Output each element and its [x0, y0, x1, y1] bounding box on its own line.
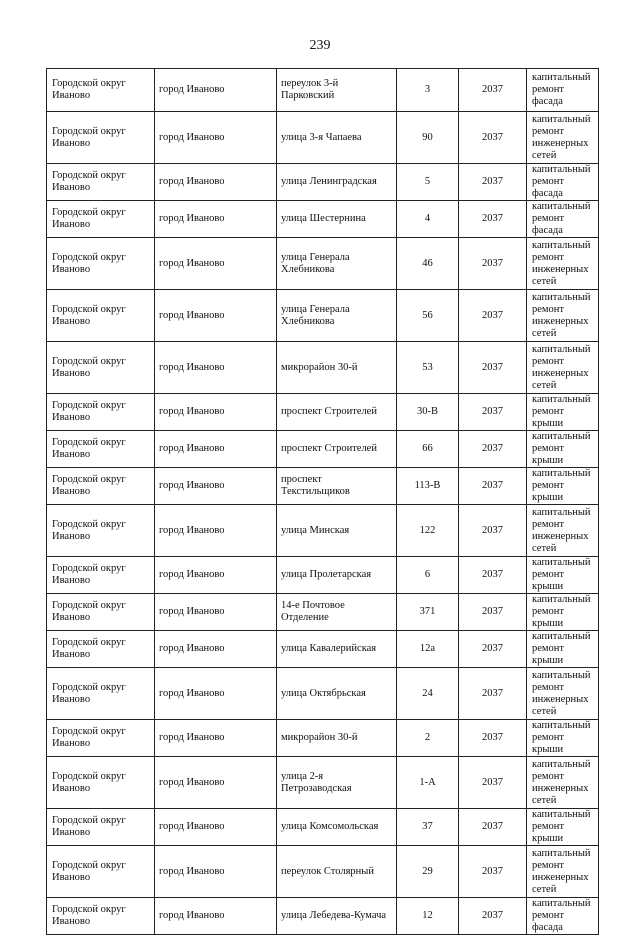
cell-year: 2037 [459, 69, 527, 112]
cell-district: Городской округ Иваново [47, 431, 155, 468]
cell-work: капитальный ремонт инженерных сетей [527, 290, 599, 342]
cell-street: проспект Строителей [277, 431, 397, 468]
cell-work: капитальный ремонт крыши [527, 468, 599, 505]
cell-house: 122 [397, 505, 459, 557]
cell-house: 24 [397, 668, 459, 720]
cell-work: капитальный ремонт инженерных сетей [527, 112, 599, 164]
cell-street: проспект Строителей [277, 394, 397, 431]
table-row [47, 394, 599, 431]
cell-year: 2037 [459, 898, 527, 935]
cell-house: 1-А [397, 757, 459, 809]
cell-house: 12а [397, 631, 459, 668]
cell-year: 2037 [459, 557, 527, 594]
cell-year: 2037 [459, 164, 527, 201]
cell-district: Городской округ Иваново [47, 846, 155, 898]
cell-street: проспект Текстильщиков [277, 468, 397, 505]
cell-year: 2037 [459, 201, 527, 238]
cell-city: город Иваново [155, 505, 277, 557]
cell-work: капитальный ремонт крыши [527, 720, 599, 757]
table-row [47, 342, 599, 394]
cell-year: 2037 [459, 720, 527, 757]
cell-work: капитальный ремонт фасада [527, 69, 599, 112]
page-number: 239 [309, 38, 331, 53]
cell-year: 2037 [459, 809, 527, 846]
table-row [47, 809, 599, 846]
cell-district: Городской округ Иваново [47, 238, 155, 290]
cell-city: город Иваново [155, 846, 277, 898]
cell-street: 14-е Почтовое Отделение [277, 594, 397, 631]
cell-work: капитальный ремонт инженерных сетей [527, 342, 599, 394]
cell-house: 30-В [397, 394, 459, 431]
table-row [47, 631, 599, 668]
table-row [47, 505, 599, 557]
cell-house: 56 [397, 290, 459, 342]
cell-work: капитальный ремонт крыши [527, 431, 599, 468]
cell-street: улица Генерала Хлебникова [277, 290, 397, 342]
cell-year: 2037 [459, 290, 527, 342]
cell-work: капитальный ремонт крыши [527, 809, 599, 846]
cell-street: улица Генерала Хлебникова [277, 238, 397, 290]
cell-house: 66 [397, 431, 459, 468]
cell-year: 2037 [459, 505, 527, 557]
cell-city: город Иваново [155, 290, 277, 342]
cell-street: улица Минская [277, 505, 397, 557]
cell-house: 2 [397, 720, 459, 757]
cell-city: город Иваново [155, 468, 277, 505]
table-row [47, 846, 599, 898]
cell-work: капитальный ремонт фасада [527, 164, 599, 201]
cell-city: город Иваново [155, 112, 277, 164]
cell-work: капитальный ремонт инженерных сетей [527, 238, 599, 290]
cell-district: Городской округ Иваново [47, 757, 155, 809]
cell-city: город Иваново [155, 201, 277, 238]
cell-street: улица Шестернина [277, 201, 397, 238]
cell-street: улица Комсомольская [277, 809, 397, 846]
cell-street: улица 3-я Чапаева [277, 112, 397, 164]
cell-district: Городской округ Иваново [47, 290, 155, 342]
cell-house: 12 [397, 898, 459, 935]
cell-work: капитальный ремонт крыши [527, 557, 599, 594]
cell-city: город Иваново [155, 757, 277, 809]
cell-house: 53 [397, 342, 459, 394]
table-body [47, 69, 599, 935]
cell-work: капитальный ремонт фасада [527, 898, 599, 935]
table-row [47, 594, 599, 631]
table-row [47, 290, 599, 342]
cell-house: 113-В [397, 468, 459, 505]
table-row [47, 898, 599, 935]
cell-city: город Иваново [155, 631, 277, 668]
cell-year: 2037 [459, 846, 527, 898]
cell-city: город Иваново [155, 809, 277, 846]
cell-house: 4 [397, 201, 459, 238]
cell-work: капитальный ремонт крыши [527, 631, 599, 668]
cell-house: 90 [397, 112, 459, 164]
table-row [47, 238, 599, 290]
cell-district: Городской округ Иваново [47, 809, 155, 846]
cell-city: город Иваново [155, 394, 277, 431]
cell-district: Городской округ Иваново [47, 898, 155, 935]
table-row [47, 468, 599, 505]
cell-city: город Иваново [155, 898, 277, 935]
cell-city: город Иваново [155, 594, 277, 631]
cell-district: Городской округ Иваново [47, 164, 155, 201]
cell-district: Городской округ Иваново [47, 112, 155, 164]
cell-work: капитальный ремонт инженерных сетей [527, 505, 599, 557]
cell-district: Городской округ Иваново [47, 720, 155, 757]
cell-year: 2037 [459, 431, 527, 468]
table-row [47, 757, 599, 809]
cell-year: 2037 [459, 112, 527, 164]
cell-street: переулок Столярный [277, 846, 397, 898]
table-row [47, 69, 599, 112]
cell-year: 2037 [459, 342, 527, 394]
cell-district: Городской округ Иваново [47, 668, 155, 720]
cell-house: 5 [397, 164, 459, 201]
cell-house: 6 [397, 557, 459, 594]
cell-year: 2037 [459, 468, 527, 505]
cell-street: улица 2-я Петрозаводская [277, 757, 397, 809]
cell-street: переулок 3-й Парковский [277, 69, 397, 112]
cell-work: капитальный ремонт инженерных сетей [527, 846, 599, 898]
cell-work: капитальный ремонт инженерных сетей [527, 757, 599, 809]
cell-city: город Иваново [155, 720, 277, 757]
table-row [47, 668, 599, 720]
cell-district: Городской округ Иваново [47, 468, 155, 505]
cell-work: капитальный ремонт фасада [527, 201, 599, 238]
table-row [47, 112, 599, 164]
cell-city: город Иваново [155, 69, 277, 112]
repair-schedule-table [46, 68, 599, 935]
cell-street: улица Кавалерийская [277, 631, 397, 668]
cell-house: 46 [397, 238, 459, 290]
cell-district: Городской округ Иваново [47, 201, 155, 238]
cell-house: 371 [397, 594, 459, 631]
cell-year: 2037 [459, 394, 527, 431]
cell-street: улица Ленинградская [277, 164, 397, 201]
cell-work: капитальный ремонт крыши [527, 394, 599, 431]
cell-year: 2037 [459, 594, 527, 631]
cell-district: Городской округ Иваново [47, 631, 155, 668]
cell-district: Городской округ Иваново [47, 69, 155, 112]
cell-street: микрорайон 30-й [277, 720, 397, 757]
cell-year: 2037 [459, 757, 527, 809]
cell-street: улица Пролетарская [277, 557, 397, 594]
table-row [47, 557, 599, 594]
cell-year: 2037 [459, 668, 527, 720]
cell-house: 3 [397, 69, 459, 112]
cell-house: 29 [397, 846, 459, 898]
cell-city: город Иваново [155, 238, 277, 290]
table-row [47, 720, 599, 757]
cell-year: 2037 [459, 631, 527, 668]
cell-district: Городской округ Иваново [47, 557, 155, 594]
cell-street: улица Лебедева-Кумача [277, 898, 397, 935]
cell-city: город Иваново [155, 431, 277, 468]
table-row [47, 431, 599, 468]
cell-city: город Иваново [155, 668, 277, 720]
cell-work: капитальный ремонт инженерных сетей [527, 668, 599, 720]
table-row [47, 201, 599, 238]
cell-house: 37 [397, 809, 459, 846]
cell-district: Городской округ Иваново [47, 342, 155, 394]
table-row [47, 164, 599, 201]
cell-city: город Иваново [155, 342, 277, 394]
cell-street: микрорайон 30-й [277, 342, 397, 394]
cell-street: улица Октябрьская [277, 668, 397, 720]
cell-work: капитальный ремонт крыши [527, 594, 599, 631]
cell-city: город Иваново [155, 557, 277, 594]
cell-district: Городской округ Иваново [47, 505, 155, 557]
cell-district: Городской округ Иваново [47, 394, 155, 431]
cell-city: город Иваново [155, 164, 277, 201]
cell-district: Городской округ Иваново [47, 594, 155, 631]
cell-year: 2037 [459, 238, 527, 290]
